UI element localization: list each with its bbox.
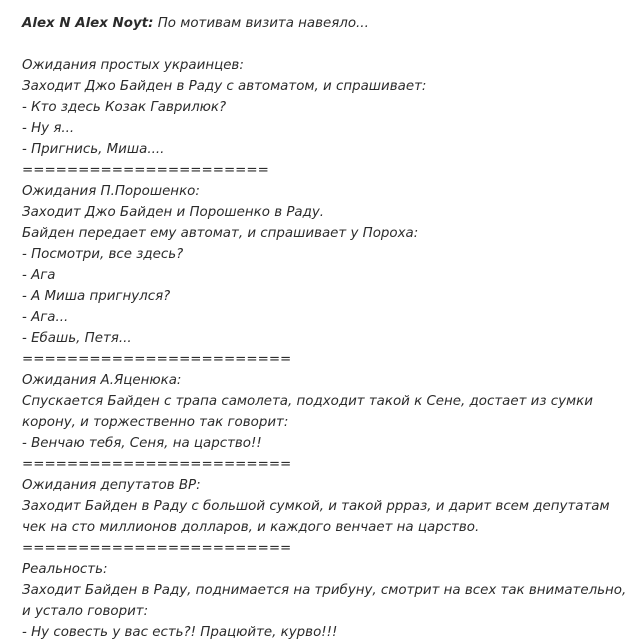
text-line: - Ага xyxy=(22,268,56,283)
text-line: - Венчаю тебя, Сеня, на царство!! xyxy=(22,436,262,451)
section-heading-reality: Реальность: xyxy=(22,562,108,577)
text-line: - Ага... xyxy=(22,310,69,325)
post-header xyxy=(22,13,636,34)
text-paragraph: Заходит Байден в Раду, поднимается на трибуну, смотрит на всех так внимательно, и устало говорит: xyxy=(22,583,627,619)
text-line: - Кто здесь Козак Гаврилюк? xyxy=(22,100,227,115)
divider-text: ======================== xyxy=(22,457,292,472)
text-paragraph: Спускается Байден с трапа самолета, подходит такой к Сене, достает из сумки корону, и торжественно так говорит: xyxy=(22,394,593,430)
text-paragraph: Заходит Байден в Раду с большой сумкой, и такой рррaз, и дарит всем депутатам чек на сто миллионов долларов, и каждого венчает на царство. xyxy=(22,499,610,535)
divider-text: ====================== xyxy=(22,163,269,178)
text-line: Заходит Джо Байден в Раду с автоматом, и спрашивает: xyxy=(22,79,427,94)
text-line: Заходит Джо Байден и Порошенко в Раду. xyxy=(22,205,325,220)
section-heading-deputies: Ожидания депутатов ВР: xyxy=(22,478,201,493)
divider-text: ======================== xyxy=(22,541,292,556)
section-heading-yatsenyuk: Ожидания А.Яценюка: xyxy=(22,373,182,388)
text-line: - А Миша пригнулся? xyxy=(22,289,171,304)
text-line: - Ну я... xyxy=(22,121,75,136)
text-line: - Ебашь, Петя... xyxy=(22,331,132,346)
section-heading-poroshenko: Ожидания П.Порошенко: xyxy=(22,184,200,199)
post-body xyxy=(22,13,636,643)
section-heading-ukrainians: Ожидания простых украинцев: xyxy=(22,58,244,73)
text-line: - Пригнись, Миша.... xyxy=(22,142,165,157)
divider-text: ======================== xyxy=(22,352,292,367)
text-line: - Посмотри, все здесь? xyxy=(22,247,184,262)
text-line: Байден передает ему автомат, и спрашивает у Пороха: xyxy=(22,226,419,241)
blank-line xyxy=(22,34,636,55)
author-name[interactable]: Alex N Alex Noyt: xyxy=(22,16,154,31)
post-intro: По мотивам визита навеяло... xyxy=(157,16,369,31)
text-line: - Ну совесть у вас есть?! Працюйте, курво!!! xyxy=(22,625,338,640)
